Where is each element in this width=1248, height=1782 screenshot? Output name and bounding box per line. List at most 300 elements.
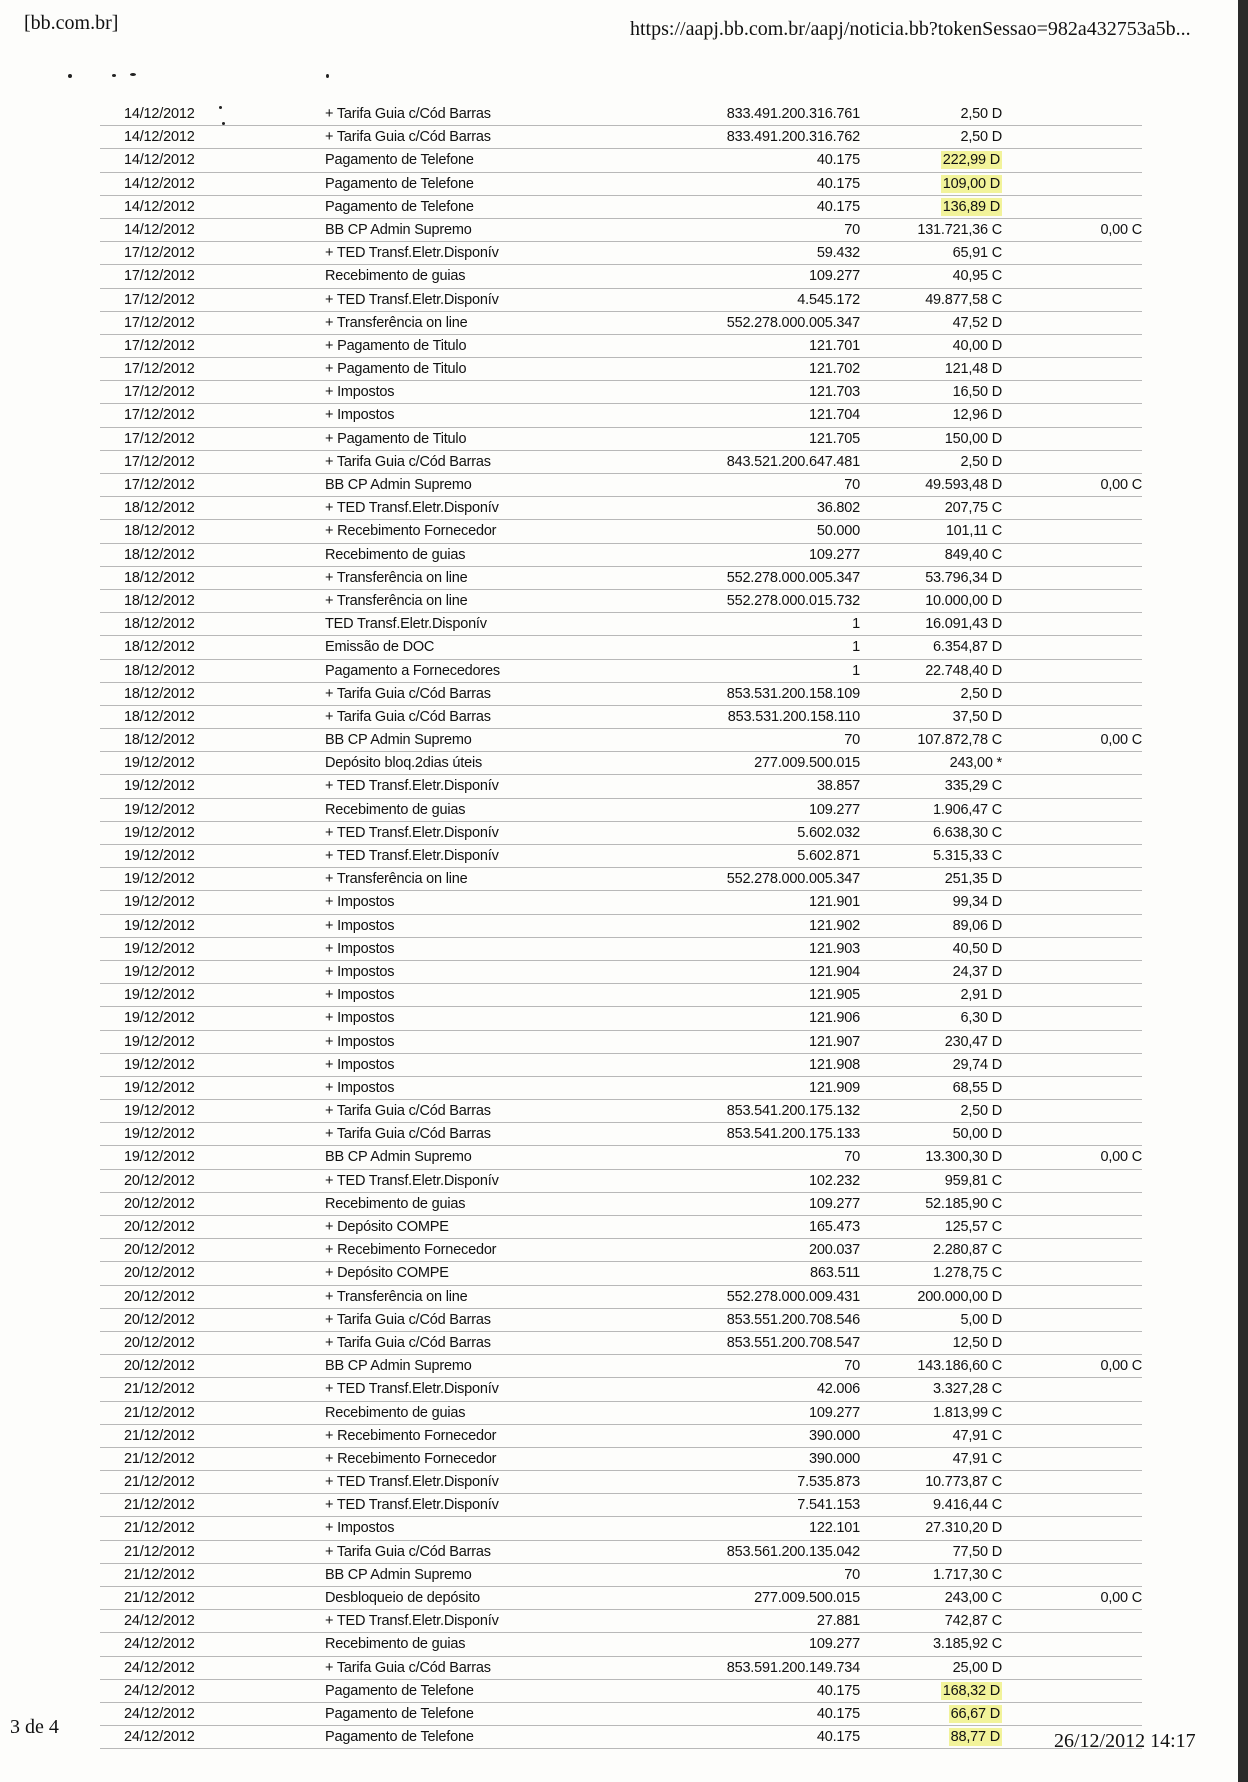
row-date: 19/12/2012 bbox=[124, 1056, 195, 1073]
highlighted-value: 168,32 D bbox=[942, 1682, 1000, 1699]
row-value: 1.906,47 C bbox=[933, 801, 1002, 818]
row-value: 143.186,60 C bbox=[917, 1358, 1002, 1375]
table-row bbox=[100, 1657, 1142, 1680]
row-description: + TED Transf.Eletr.Disponív bbox=[325, 245, 499, 262]
row-value: 52.185,90 C bbox=[925, 1195, 1002, 1212]
row-document: 1 bbox=[852, 639, 860, 656]
row-description: + Impostos bbox=[325, 894, 395, 911]
row-document: 121.704 bbox=[808, 407, 860, 424]
row-value: 53.796,34 D bbox=[925, 569, 1002, 586]
row-document: 552.278.000.005.347 bbox=[726, 871, 860, 888]
table-row bbox=[100, 613, 1142, 636]
row-description: + Tarifa Guia c/Cód Barras bbox=[325, 106, 491, 122]
row-date: 19/12/2012 bbox=[124, 824, 195, 841]
row-document: 40.175 bbox=[816, 175, 860, 192]
row-description: + Impostos bbox=[325, 963, 395, 980]
row-value: 9.416,44 C bbox=[933, 1497, 1002, 1514]
row-document: 70 bbox=[844, 1149, 860, 1166]
row-value: 24,37 D bbox=[952, 963, 1002, 980]
row-document: 853.541.200.175.132 bbox=[726, 1103, 860, 1120]
row-document: 853.551.200.708.546 bbox=[726, 1311, 860, 1328]
row-value: 50,00 D bbox=[952, 1126, 1002, 1143]
row-description: TED Transf.Eletr.Disponív bbox=[325, 616, 487, 633]
table-row bbox=[100, 497, 1142, 520]
row-description: + Impostos bbox=[325, 1033, 395, 1050]
row-date: 17/12/2012 bbox=[124, 245, 195, 262]
row-date: 18/12/2012 bbox=[124, 732, 195, 749]
row-description: Recebimento de guias bbox=[325, 268, 466, 285]
row-description: + Depósito COMPE bbox=[325, 1219, 449, 1235]
row-date: 14/12/2012 bbox=[124, 106, 195, 122]
row-date: 19/12/2012 bbox=[124, 963, 195, 980]
row-value: 49.593,48 D bbox=[925, 477, 1002, 493]
row-description: + Tarifa Guia c/Cód Barras bbox=[325, 1311, 491, 1328]
row-value: 2,50 D bbox=[960, 685, 1002, 702]
row-date: 19/12/2012 bbox=[124, 1103, 195, 1120]
row-date: 18/12/2012 bbox=[124, 639, 195, 656]
page-number: 3 de 4 bbox=[10, 1716, 59, 1738]
row-description: + Recebimento Fornecedor bbox=[325, 1242, 497, 1259]
table-row bbox=[100, 1332, 1142, 1355]
table-row bbox=[100, 196, 1142, 219]
table-row bbox=[100, 845, 1142, 868]
table-row bbox=[100, 1587, 1142, 1610]
row-description: + Transferência on line bbox=[325, 1288, 468, 1305]
table-row bbox=[100, 636, 1142, 659]
page-url: https://aapj.bb.com.br/aapj/noticia.bb?tokenSessao=982a432753a5b... bbox=[630, 18, 1191, 40]
row-date: 21/12/2012 bbox=[124, 1543, 195, 1560]
table-row bbox=[100, 173, 1142, 196]
row-value: 13.300,30 D bbox=[925, 1149, 1002, 1166]
row-document: 121.909 bbox=[808, 1079, 860, 1096]
table-row bbox=[100, 567, 1142, 590]
row-date: 18/12/2012 bbox=[124, 546, 195, 563]
row-date: 21/12/2012 bbox=[124, 1474, 195, 1491]
row-value: 2,50 D bbox=[960, 453, 1002, 470]
row-value: 40,50 D bbox=[952, 940, 1002, 957]
row-document: 552.278.000.015.732 bbox=[726, 592, 860, 609]
row-date: 20/12/2012 bbox=[124, 1288, 195, 1305]
row-date: 17/12/2012 bbox=[124, 268, 195, 285]
row-description: Emissão de DOC bbox=[325, 639, 435, 656]
row-value: 2,91 D bbox=[960, 987, 1002, 1004]
row-description: + TED Transf.Eletr.Disponív bbox=[325, 1172, 499, 1189]
table-row bbox=[100, 1494, 1142, 1517]
row-date: 19/12/2012 bbox=[124, 940, 195, 957]
row-description: Pagamento de Telefone bbox=[325, 1729, 474, 1746]
table-row bbox=[100, 381, 1142, 404]
table-row bbox=[100, 1517, 1142, 1540]
table-row bbox=[100, 1680, 1142, 1703]
scan-speck bbox=[68, 74, 72, 78]
row-date: 18/12/2012 bbox=[124, 592, 195, 609]
row-value: 47,91 C bbox=[952, 1450, 1002, 1467]
print-datetime: 26/12/2012 14:17 bbox=[1054, 1730, 1196, 1752]
row-description: + Tarifa Guia c/Cód Barras bbox=[325, 453, 491, 470]
row-description: Pagamento de Telefone bbox=[325, 1705, 474, 1722]
row-document: 552.278.000.005.347 bbox=[726, 569, 860, 586]
table-row bbox=[100, 1402, 1142, 1425]
row-balance: 0,00 C bbox=[1100, 1358, 1142, 1375]
row-document: 121.905 bbox=[808, 987, 860, 1004]
table-row bbox=[100, 1239, 1142, 1262]
row-description: Recebimento de guias bbox=[325, 1404, 466, 1421]
row-balance: 0,00 C bbox=[1100, 477, 1142, 493]
row-document: 109.277 bbox=[808, 1195, 860, 1212]
row-date: 21/12/2012 bbox=[124, 1497, 195, 1514]
row-document: 121.907 bbox=[808, 1033, 860, 1050]
row-document: 109.277 bbox=[808, 1404, 860, 1421]
row-document: 121.903 bbox=[808, 940, 860, 957]
row-document: 40.175 bbox=[816, 1729, 860, 1746]
table-row bbox=[100, 1378, 1142, 1401]
row-document: 40.175 bbox=[816, 152, 860, 169]
row-description: Pagamento a Fornecedores bbox=[325, 662, 500, 679]
row-description: + Tarifa Guia c/Cód Barras bbox=[325, 1103, 491, 1120]
table-row bbox=[100, 1077, 1142, 1100]
row-description: + Impostos bbox=[325, 1056, 395, 1073]
row-value: 37,50 D bbox=[952, 708, 1002, 725]
row-document: 853.591.200.149.734 bbox=[726, 1659, 860, 1676]
row-description: Desbloqueio de depósito bbox=[325, 1590, 481, 1606]
row-date: 24/12/2012 bbox=[124, 1705, 195, 1722]
row-document: 109.277 bbox=[808, 268, 860, 285]
row-document: 121.703 bbox=[808, 384, 860, 401]
table-row bbox=[100, 729, 1142, 752]
table-row bbox=[100, 544, 1142, 567]
highlighted-value: 66,67 D bbox=[950, 1705, 1000, 1722]
row-description: + Tarifa Guia c/Cód Barras bbox=[325, 708, 491, 725]
row-document: 843.521.200.647.481 bbox=[726, 453, 860, 470]
row-value: 12,96 D bbox=[952, 407, 1002, 424]
row-date: 20/12/2012 bbox=[124, 1172, 195, 1189]
site-label: [bb.com.br] bbox=[24, 12, 119, 34]
table-row bbox=[100, 1726, 1142, 1749]
row-document: 853.531.200.158.110 bbox=[727, 708, 860, 725]
row-value: 101,11 C bbox=[945, 523, 1002, 540]
row-date: 18/12/2012 bbox=[124, 523, 195, 540]
row-date: 19/12/2012 bbox=[124, 848, 195, 864]
table-row bbox=[100, 1309, 1142, 1332]
row-value: 1.717,30 C bbox=[933, 1566, 1002, 1583]
row-document: 40.175 bbox=[816, 1705, 860, 1722]
row-value: 10.773,87 C bbox=[925, 1474, 1002, 1491]
row-balance: 0,00 C bbox=[1100, 1149, 1142, 1166]
row-description: + TED Transf.Eletr.Disponív bbox=[325, 1497, 499, 1514]
row-value: 3.185,92 C bbox=[933, 1636, 1002, 1653]
row-value: 29,74 D bbox=[952, 1056, 1002, 1073]
table-row bbox=[100, 1146, 1142, 1169]
row-date: 17/12/2012 bbox=[124, 407, 195, 424]
row-date: 24/12/2012 bbox=[124, 1729, 195, 1746]
row-value: 3.327,28 C bbox=[933, 1381, 1002, 1398]
row-description: + Transferência on line bbox=[325, 314, 468, 331]
table-row bbox=[100, 1610, 1142, 1633]
row-value: 49.877,58 C bbox=[925, 291, 1002, 308]
row-value: 5,00 D bbox=[960, 1311, 1002, 1328]
row-value: 27.310,20 D bbox=[925, 1520, 1002, 1537]
row-description: + TED Transf.Eletr.Disponív bbox=[325, 778, 499, 795]
row-value: 22.748,40 D bbox=[925, 662, 1002, 679]
row-description: BB CP Admin Supremo bbox=[325, 1149, 472, 1166]
table-row bbox=[100, 1054, 1142, 1077]
row-value: 40,00 D bbox=[952, 337, 1002, 354]
row-document: 121.705 bbox=[808, 430, 860, 447]
row-document: 121.908 bbox=[808, 1056, 860, 1073]
row-date: 19/12/2012 bbox=[124, 755, 195, 772]
row-date: 24/12/2012 bbox=[124, 1613, 195, 1630]
row-document: 833.491.200.316.762 bbox=[726, 129, 860, 146]
row-date: 21/12/2012 bbox=[124, 1381, 195, 1398]
row-value: 6.638,30 C bbox=[933, 824, 1002, 841]
row-value: 959,81 C bbox=[944, 1172, 1002, 1189]
highlighted-value: 136,89 D bbox=[942, 198, 1000, 215]
row-description: + Tarifa Guia c/Cód Barras bbox=[325, 1659, 491, 1676]
row-description: + Depósito COMPE bbox=[325, 1265, 449, 1282]
row-value: 2,50 D bbox=[960, 106, 1002, 122]
row-description: + Tarifa Guia c/Cód Barras bbox=[325, 1126, 491, 1143]
scan-speck bbox=[326, 74, 329, 78]
row-description: BB CP Admin Supremo bbox=[325, 1566, 472, 1583]
row-description: + Transferência on line bbox=[325, 569, 468, 586]
row-value: 25,00 D bbox=[952, 1659, 1002, 1676]
row-date: 20/12/2012 bbox=[124, 1219, 195, 1235]
table-row bbox=[100, 451, 1142, 474]
table-row bbox=[100, 1471, 1142, 1494]
row-date: 21/12/2012 bbox=[124, 1427, 195, 1444]
row-description: + Impostos bbox=[325, 987, 395, 1004]
row-date: 21/12/2012 bbox=[124, 1566, 195, 1583]
row-document: 38.857 bbox=[816, 778, 860, 795]
row-date: 18/12/2012 bbox=[124, 662, 195, 679]
row-description: Recebimento de guias bbox=[325, 1195, 466, 1212]
row-date: 20/12/2012 bbox=[124, 1358, 195, 1375]
row-description: + Recebimento Fornecedor bbox=[325, 1450, 497, 1467]
scan-speck bbox=[112, 74, 116, 77]
row-document: 40.175 bbox=[816, 198, 860, 215]
row-value: 243,00 C bbox=[944, 1590, 1002, 1606]
row-date: 21/12/2012 bbox=[124, 1590, 195, 1606]
row-description: BB CP Admin Supremo bbox=[325, 477, 472, 493]
table-row bbox=[100, 799, 1142, 822]
row-document: 277.009.500.015 bbox=[754, 755, 860, 772]
row-document: 50.000 bbox=[816, 523, 860, 540]
table-row bbox=[100, 1633, 1142, 1656]
row-date: 18/12/2012 bbox=[124, 685, 195, 702]
table-row bbox=[100, 1100, 1142, 1123]
table-row bbox=[100, 428, 1142, 451]
row-document: 42.006 bbox=[816, 1381, 860, 1398]
table-row bbox=[100, 915, 1142, 938]
row-value: 2,50 D bbox=[960, 129, 1002, 146]
row-value: 107.872,78 C bbox=[917, 732, 1002, 749]
row-document: 121.902 bbox=[808, 917, 860, 934]
row-description: + Impostos bbox=[325, 1520, 395, 1537]
row-document: 121.901 bbox=[808, 894, 860, 911]
row-date: 19/12/2012 bbox=[124, 778, 195, 795]
row-description: Pagamento de Telefone bbox=[325, 175, 474, 192]
table-row bbox=[100, 961, 1142, 984]
table-row bbox=[100, 242, 1142, 265]
row-description: + TED Transf.Eletr.Disponív bbox=[325, 1381, 499, 1398]
row-description: + Pagamento de Titulo bbox=[325, 361, 467, 378]
row-description: + TED Transf.Eletr.Disponív bbox=[325, 291, 499, 308]
table-row bbox=[100, 868, 1142, 891]
row-description: BB CP Admin Supremo bbox=[325, 221, 472, 238]
row-date: 20/12/2012 bbox=[124, 1265, 195, 1282]
row-document: 853.531.200.158.109 bbox=[726, 685, 860, 702]
table-row bbox=[100, 474, 1142, 497]
table-row bbox=[100, 126, 1142, 149]
row-description: + Recebimento Fornecedor bbox=[325, 523, 497, 540]
row-date: 24/12/2012 bbox=[124, 1682, 195, 1699]
row-description: + Tarifa Guia c/Cód Barras bbox=[325, 129, 491, 146]
row-balance: 0,00 C bbox=[1100, 732, 1142, 749]
row-balance: 0,00 C bbox=[1100, 1590, 1142, 1606]
row-value: 150,00 D bbox=[944, 430, 1002, 447]
row-description: Pagamento de Telefone bbox=[325, 152, 474, 169]
table-row bbox=[100, 590, 1142, 613]
table-row bbox=[100, 1286, 1142, 1309]
row-value: 335,29 C bbox=[944, 778, 1002, 795]
row-document: 70 bbox=[844, 477, 860, 493]
row-document: 121.906 bbox=[808, 1010, 860, 1027]
table-row bbox=[100, 404, 1142, 427]
row-description: Recebimento de guias bbox=[325, 1636, 466, 1653]
row-value: 2.280,87 C bbox=[933, 1242, 1002, 1259]
row-value bbox=[949, 1729, 1002, 1745]
table-row bbox=[100, 219, 1142, 242]
row-document: 121.701 bbox=[808, 337, 860, 354]
row-value: 6,30 D bbox=[960, 1010, 1002, 1027]
row-date: 20/12/2012 bbox=[124, 1311, 195, 1328]
row-document: 1 bbox=[852, 616, 860, 633]
row-value: 207,75 C bbox=[944, 500, 1002, 517]
table-row bbox=[100, 149, 1142, 172]
row-date: 17/12/2012 bbox=[124, 453, 195, 470]
row-value: 89,06 D bbox=[952, 917, 1002, 934]
table-row bbox=[100, 1541, 1142, 1564]
row-document: 109.277 bbox=[808, 801, 860, 818]
row-description: Pagamento de Telefone bbox=[325, 1682, 474, 1699]
row-date: 19/12/2012 bbox=[124, 1149, 195, 1166]
row-value bbox=[949, 1706, 1002, 1722]
highlighted-value: 88,77 D bbox=[950, 1729, 1000, 1746]
table-row bbox=[100, 312, 1142, 335]
highlighted-value: 109,00 D bbox=[942, 175, 1000, 192]
row-document: 833.491.200.316.761 bbox=[726, 106, 860, 122]
row-value bbox=[941, 1683, 1002, 1699]
row-description: + TED Transf.Eletr.Disponív bbox=[325, 824, 499, 841]
row-document: 853.551.200.708.547 bbox=[726, 1334, 860, 1351]
table-row bbox=[100, 822, 1142, 845]
row-description: + Impostos bbox=[325, 1010, 395, 1027]
row-description: BB CP Admin Supremo bbox=[325, 732, 472, 749]
row-value: 849,40 C bbox=[944, 546, 1002, 563]
row-value: 10.000,00 D bbox=[925, 592, 1002, 609]
row-description: + Impostos bbox=[325, 940, 395, 957]
row-value: 16.091,43 D bbox=[925, 616, 1002, 633]
table-row bbox=[100, 938, 1142, 961]
row-date: 14/12/2012 bbox=[124, 221, 195, 238]
row-document: 70 bbox=[844, 221, 860, 238]
row-document: 27.881 bbox=[816, 1613, 860, 1630]
row-document: 853.561.200.135.042 bbox=[726, 1543, 860, 1560]
table-row bbox=[100, 520, 1142, 543]
row-date: 24/12/2012 bbox=[124, 1659, 195, 1676]
row-value: 230,47 D bbox=[944, 1033, 1002, 1050]
row-description: + Impostos bbox=[325, 1079, 395, 1096]
row-date: 19/12/2012 bbox=[124, 987, 195, 1004]
row-date: 17/12/2012 bbox=[124, 430, 195, 447]
row-date: 19/12/2012 bbox=[124, 894, 195, 911]
row-document: 863.511 bbox=[810, 1265, 860, 1282]
table-row bbox=[100, 1703, 1142, 1726]
table-row bbox=[100, 358, 1142, 381]
row-date: 21/12/2012 bbox=[124, 1450, 195, 1467]
row-document: 59.432 bbox=[816, 245, 860, 262]
row-value: 200.000,00 D bbox=[917, 1288, 1002, 1305]
row-description: + Tarifa Guia c/Cód Barras bbox=[325, 1543, 491, 1560]
table-row bbox=[100, 984, 1142, 1007]
row-document: 7.541.153 bbox=[797, 1497, 860, 1514]
row-document: 109.277 bbox=[808, 1636, 860, 1653]
row-value: 2,50 D bbox=[960, 1103, 1002, 1120]
statement-table bbox=[100, 103, 1142, 1749]
row-date: 24/12/2012 bbox=[124, 1636, 195, 1653]
row-value: 12,50 D bbox=[952, 1334, 1002, 1351]
row-description: + TED Transf.Eletr.Disponív bbox=[325, 1613, 499, 1630]
row-document: 121.904 bbox=[808, 963, 860, 980]
row-date: 17/12/2012 bbox=[124, 314, 195, 331]
table-row bbox=[100, 289, 1142, 312]
row-description: Recebimento de guias bbox=[325, 546, 466, 563]
row-value: 47,91 C bbox=[952, 1427, 1002, 1444]
row-document: 277.009.500.015 bbox=[754, 1590, 860, 1606]
row-value: 68,55 D bbox=[952, 1079, 1002, 1096]
row-document: 390.000 bbox=[808, 1427, 860, 1444]
row-document: 4.545.172 bbox=[797, 291, 860, 308]
row-date: 17/12/2012 bbox=[124, 477, 195, 493]
row-document: 121.702 bbox=[808, 361, 860, 378]
row-value: 40,95 C bbox=[952, 268, 1002, 285]
row-document: 165.473 bbox=[808, 1219, 860, 1235]
row-date: 20/12/2012 bbox=[124, 1334, 195, 1351]
table-row bbox=[100, 752, 1142, 775]
row-description: + Transferência on line bbox=[325, 871, 468, 888]
row-value: 16,50 D bbox=[952, 384, 1002, 401]
row-document: 390.000 bbox=[808, 1450, 860, 1467]
table-row bbox=[100, 775, 1142, 798]
row-date: 17/12/2012 bbox=[124, 361, 195, 378]
row-value bbox=[941, 199, 1002, 215]
table-row bbox=[100, 1193, 1142, 1216]
row-date: 19/12/2012 bbox=[124, 1010, 195, 1027]
row-document: 1 bbox=[852, 662, 860, 679]
row-description: + Tarifa Guia c/Cód Barras bbox=[325, 1334, 491, 1351]
row-date: 19/12/2012 bbox=[124, 1126, 195, 1143]
row-value: 99,34 D bbox=[952, 894, 1002, 911]
row-document: 70 bbox=[844, 1358, 860, 1375]
row-date: 21/12/2012 bbox=[124, 1404, 195, 1421]
row-description: + TED Transf.Eletr.Disponív bbox=[325, 848, 499, 864]
row-date: 19/12/2012 bbox=[124, 871, 195, 888]
row-value: 125,57 C bbox=[944, 1219, 1002, 1235]
row-value: 131.721,36 C bbox=[917, 221, 1002, 238]
row-document: 5.602.871 bbox=[797, 848, 860, 864]
scan-border bbox=[1238, 0, 1248, 1782]
row-document: 552.278.000.009.431 bbox=[726, 1288, 860, 1305]
